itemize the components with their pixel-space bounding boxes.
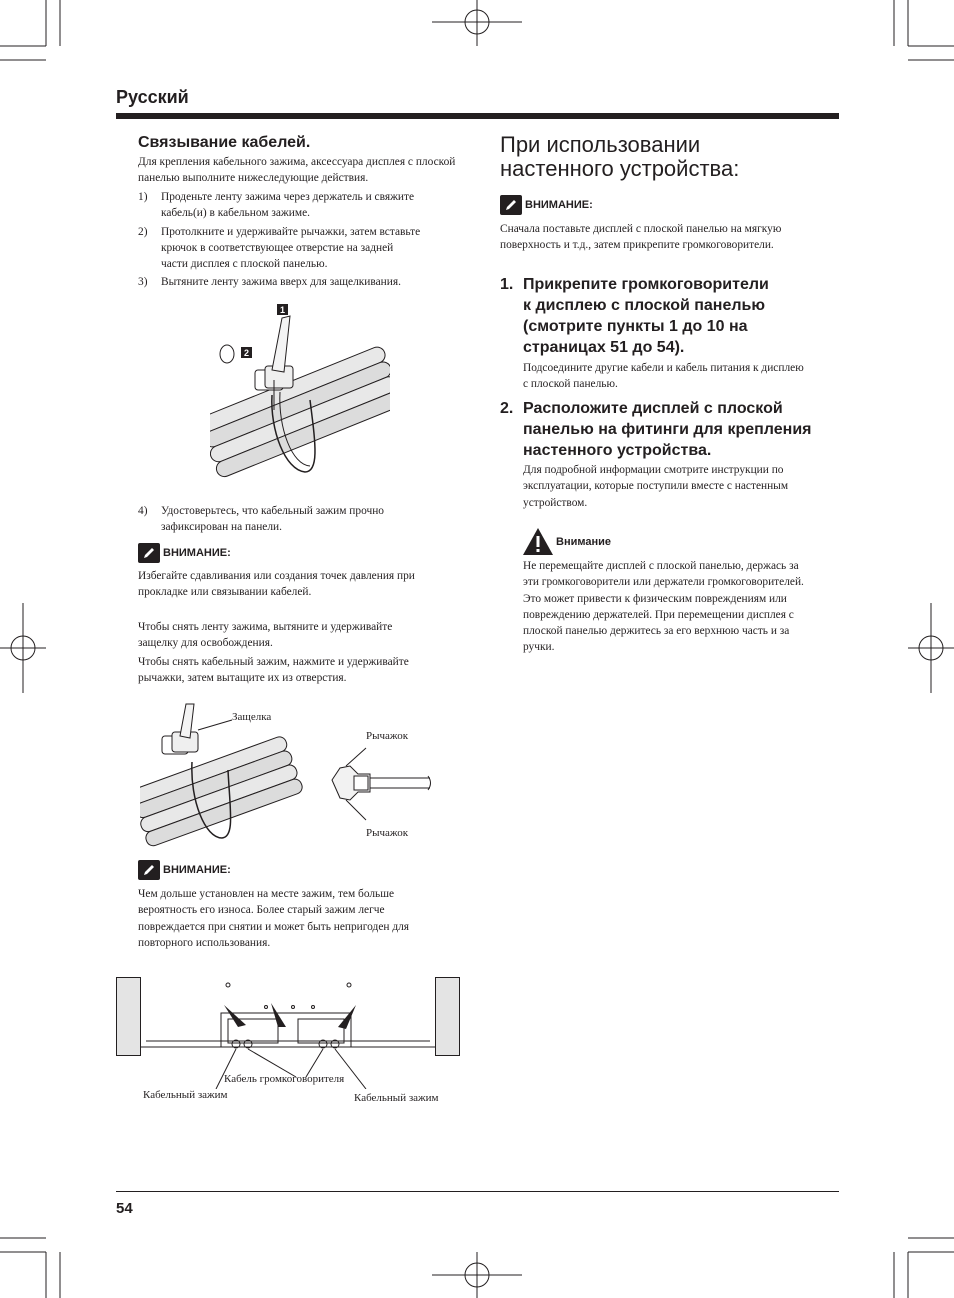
footer-line — [116, 1191, 839, 1192]
wall-step-1: 1. Прикрепите громкоговорители к дисплею с плоской панелью (смотрите пункты 1 до 10 на страницах 51 до 54). — [500, 276, 769, 356]
note-text-1: Избегайте сдавливания или создания точек давления при прокладке или связывании кабелей. — [138, 570, 415, 599]
caution-heading: Внимание — [522, 527, 611, 556]
note-text-right: Сначала поставьте дисплей с плоской панелью на мягкую поверхность и т.д., затем прикрепите громкоговорители. — [500, 223, 782, 252]
wall-step-1-text: Подсоедините другие кабели и кабель питания к дисплею с плоской панелью. — [523, 362, 804, 391]
step-item: 2) Протолкните и удерживайте рычажки, затем вставьте крючок в соответствующее отверстие на задней части дисплея с плоской панелью. — [138, 225, 421, 271]
steps-list — [138, 189, 458, 291]
header-bar — [116, 113, 839, 119]
release-clamp-text: Чтобы снять кабельный зажим, нажмите и удерживайте рычажки, затем вытащите их из отверстия. — [138, 656, 409, 685]
lever-label-bottom: Рычажок — [366, 827, 409, 839]
lever-label-top: Рычажок — [366, 730, 409, 742]
section-title: Связывание кабелей. — [138, 134, 311, 151]
latch-label: Защелка — [232, 711, 272, 723]
cable-clamp-label-left: Кабельный зажим — [143, 1089, 228, 1101]
pencil-note-icon — [138, 543, 160, 563]
note-heading-1: ВНИМАНИЕ: — [138, 543, 231, 563]
note-heading-right: ВНИМАНИЕ: — [500, 195, 593, 215]
pencil-note-icon — [138, 860, 160, 880]
note-heading-2: ВНИМАНИЕ: — [138, 860, 231, 880]
wall-step-2: 2. Расположите дисплей с плоской панелью на фитинги для крепления настенного устройства. — [500, 400, 812, 459]
intro-paragraph: Для крепления кабельного зажима, аксессуара дисплея с плоской панелью выполните нижеследующие действия. — [138, 156, 456, 185]
cable-clamp-label-right: Кабельный зажим — [354, 1092, 439, 1104]
warning-triangle-icon — [522, 527, 554, 556]
speaker-cable-label: Кабель громкоговорителя — [224, 1073, 345, 1085]
caution-text: Не перемещайте дисплей с плоской панелью, держась за эти громкоговорители или держатели громкоговорителей. Это может привести к физическим повреждениям или повреждению держателей. При перемещении дисплея с плоской панелью держитесь за его верхнюю часть и за ручки. — [523, 560, 804, 654]
page-title: При использовании настенного устройства: — [500, 132, 740, 181]
step-item-4: 4) Удостоверьтесь, что кабельный зажим прочно зафиксирован на панели. — [138, 505, 384, 534]
wall-step-2-text: Для подробной информации смотрите инструкции по эксплуатации, которые поступили вместе с настенным устройством. — [523, 464, 789, 509]
step-item: 3) Вытяните ленту зажима вверх для защелкивания. — [138, 276, 401, 289]
page-number: 54 — [116, 1200, 133, 1217]
step-item: 1) Проденьте ленту зажима через держатель и свяжите кабель(и) в кабельном зажиме. — [138, 191, 415, 220]
marker-1: 1 — [279, 305, 286, 315]
language-header: Русский — [116, 87, 189, 107]
note-text-2: Чем дольше установлен на месте зажим, тем больше вероятность его износа. Более старый зажим легче повреждается при снятии и может быть непригоден для повторного использования. — [138, 888, 410, 949]
cable-clamp-figure — [210, 300, 390, 485]
marker-2: 2 — [243, 348, 250, 358]
pencil-note-icon — [500, 195, 522, 215]
release-latch-text: Чтобы снять ленту зажима, вытяните и удерживайте защелку для освобождения. — [138, 621, 393, 650]
